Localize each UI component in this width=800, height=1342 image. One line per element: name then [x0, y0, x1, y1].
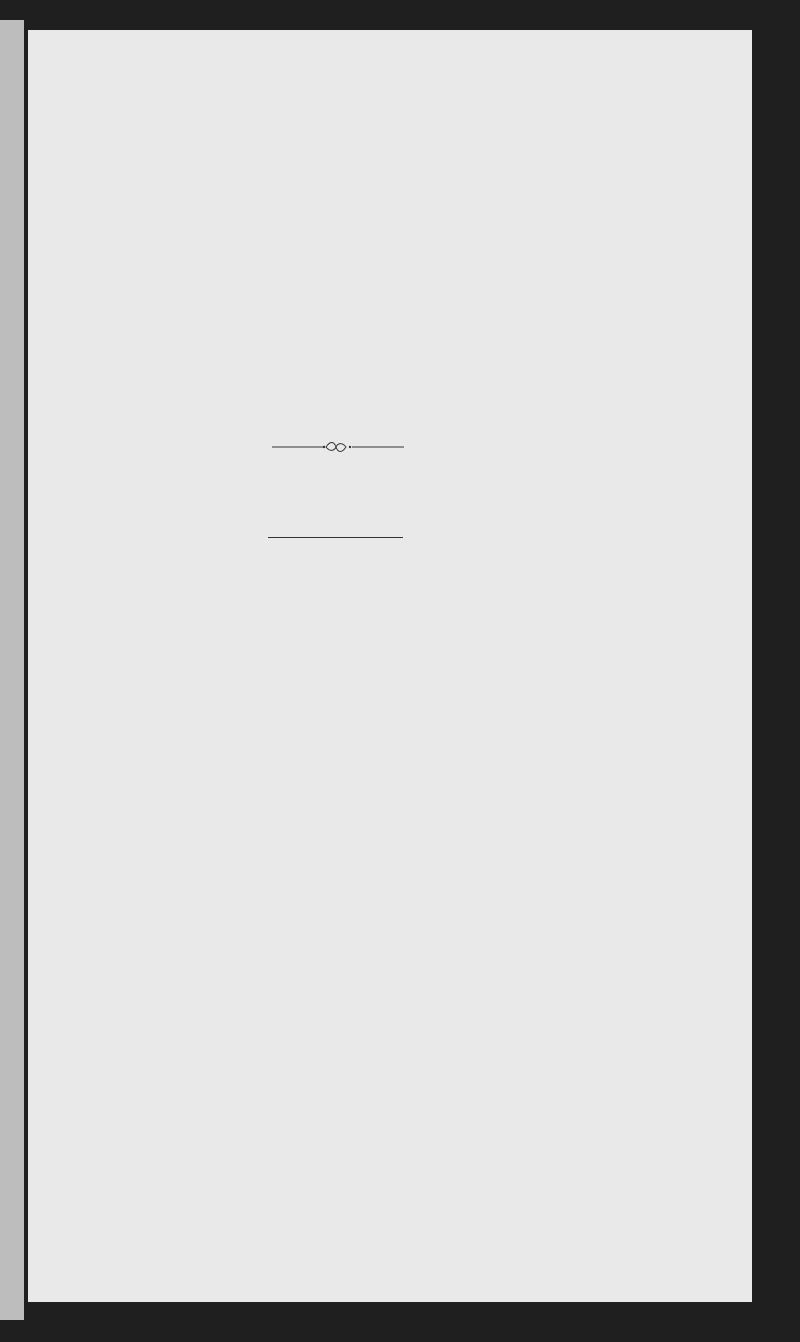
heading-underline [268, 537, 403, 538]
scanned-page [28, 30, 752, 1302]
ornament-divider [272, 440, 404, 454]
left-page-edge [0, 20, 24, 1320]
